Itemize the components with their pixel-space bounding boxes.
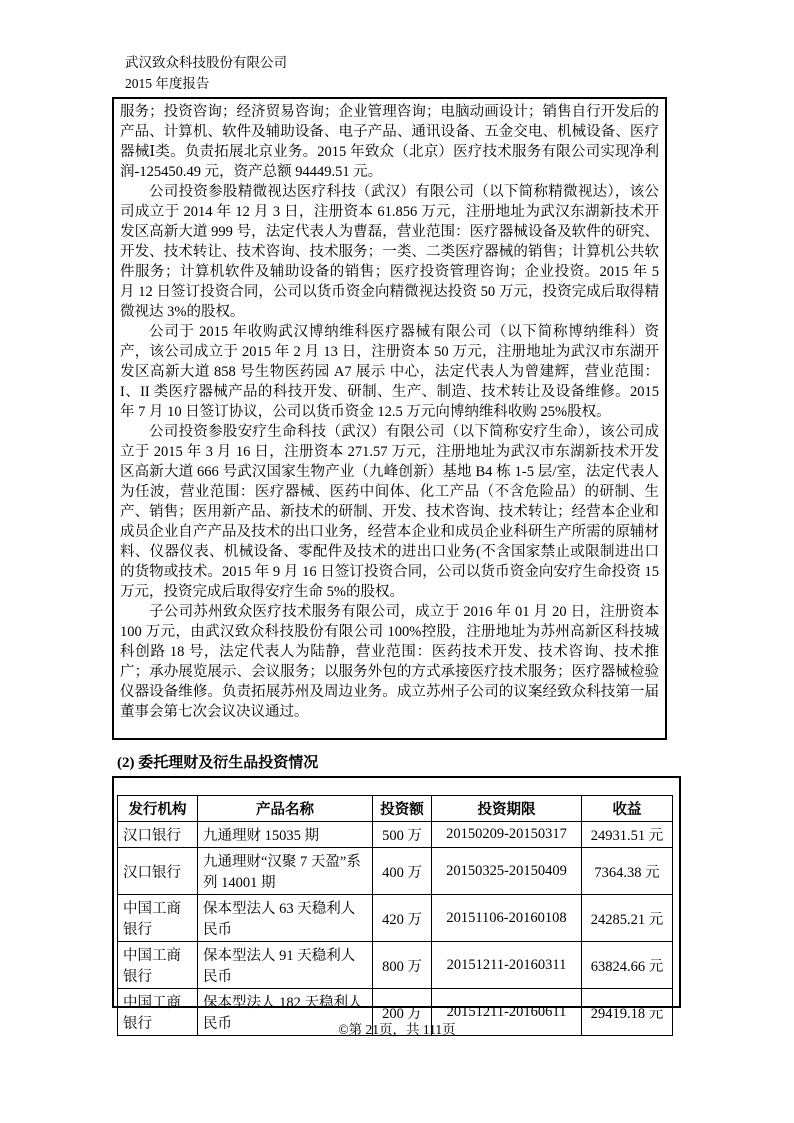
table-cell: 20151211-20160311 — [432, 942, 582, 989]
column-header: 投资期限 — [432, 796, 582, 822]
column-header: 投资额 — [373, 796, 432, 822]
table-cell: 400 万 — [373, 848, 432, 895]
table-cell: 20151106-20160108 — [432, 895, 582, 942]
table-cell: 20150209-20150317 — [432, 822, 582, 848]
column-header: 收益 — [582, 796, 673, 822]
table-header-row — [118, 796, 673, 822]
table-cell: 保本型法人 182 天稳利人民币 — [198, 989, 373, 1036]
table-cell: 保本型法人 63 天稳利人民币 — [198, 895, 373, 942]
table-row — [118, 895, 673, 942]
body-paragraph: 公司投资参股精微视达医疗科技（武汉）有限公司（以下简称精微视达），该公司成立于 2014 年 12 月 3 日，注册资本 61.856 万元，注册地址为武汉东湖新技术开发区高新大道 999 号，法定代表人为曹磊，营业范围：医疗器械设备及软件的研究、开发、技术转让、技术咨询、技术服务；一类、二类医疗器械的销售；计算机公共软件服务；计算机软件及辅助设备的销售；医疗投资管理咨询；企业投资。2015 年 5 月 12 日签订投资合同，公司以货币资金向精微视达投资 50 万元，投资完成后取得精微视达 3%的股权。 — [120, 184, 659, 320]
column-header: 产品名称 — [198, 796, 373, 822]
table-cell: 420 万 — [373, 895, 432, 942]
table-row — [118, 942, 673, 989]
table-cell: 中国工商银行 — [118, 989, 198, 1036]
table-cell: 63824.66 元 — [582, 942, 673, 989]
table-cell: 中国工商银行 — [118, 942, 198, 989]
section-heading: (2) 委托理财及衍生品投资情况 — [117, 755, 319, 771]
table-cell: 800 万 — [373, 942, 432, 989]
table-cell: 保本型法人 91 天稳利人民币 — [198, 942, 373, 989]
document-header — [125, 52, 287, 94]
table-cell: 汉口银行 — [118, 822, 198, 848]
body-paragraph: 服务；投资咨询；经济贸易咨询；企业管理咨询；电脑动画设计；销售自行开发后的产品、计算机、软件及辅助设备、电子产品、通讯设备、五金交电、机械设备、医疗器械Ⅰ类。负责拓展北京业务。2015 年致众（北京）医疗技术服务有限公司实现净利润-125450.49 元，资产总额 94449.51 元。 — [120, 104, 659, 180]
table-row — [118, 848, 673, 895]
table-cell: 九通理财“汉聚 7 天盈”系列 14001 期 — [198, 848, 373, 895]
table-cell: 24931.51 元 — [582, 822, 673, 848]
report-title: 2015 年度报告 — [125, 76, 210, 91]
company-name: 武汉致众科技股份有限公司 — [125, 55, 287, 70]
table-cell: 29419.18 元 — [582, 989, 673, 1036]
table-row — [118, 822, 673, 848]
table-cell: 500 万 — [373, 822, 432, 848]
table-cell: 24285.21 元 — [582, 895, 673, 942]
table-cell: 20150325-20150409 — [432, 848, 582, 895]
column-header: 发行机构 — [118, 796, 198, 822]
body-paragraph: 子公司苏州致众医疗技术服务有限公司，成立于 2016 年 01 月 20 日，注册资本 100 万元，由武汉致众科技股份有限公司 100%控股，注册地址为苏州高新区科技城科创路 18 号，法定代表人为陆静，营业范围：医药技术开发、技术咨询、技术推广；承办展览展示、会议服务；以服务外包的方式承接医疗技术服务；医疗器械检验仪器设备维修。负责拓展苏州及周边业务。成立苏州子公司的议案经致众科技第一届董事会第七次会议决议通过。 — [120, 604, 659, 720]
body-paragraph: 公司于 2015 年收购武汉博纳维科医疗器械有限公司（以下简称博纳维科）资产，该公司成立于 2015 年 2 月 13 日，注册资本 50 万元，注册地址为武汉市东湖开发区高新大道 858 号生物医药园 A7 展示 中心，法定代表人为曾建辉，营业范围：I、II 类医疗器械产品的科技开发、研制、生产、制造、技术转让及设备维修。2015 年 7 月 10 日签订协议，公司以货币资金 12.5 万元向博纳维科收购 25%股权。 — [120, 324, 659, 420]
body-paragraph: 公司投资参股安疗生命科技（武汉）有限公司（以下简称安疗生命），该公司成立于 2015 年 3 月 16 日，注册资本 271.57 万元，注册地址为武汉市东湖新技术开发区高新大道 666 号武汉国家生物产业（九峰创新）基地 B4 栋 1-5 层/室，法定代表人为任波，营业范围：医疗器械、医药中间体、化工产品（不含危险品）的研制、生产、销售；医用新产品、新技术的研制、开发、技术咨询、技术转让；经营本企业和成员企业自产产品及技术的出口业务，经营本企业和成员企业科研生产所需的原辅材料、仪器仪表、机械设备、零配件及技术的进出口业务(不含国家禁止或限制进出口的货物或技术。2015 年 9 月 16 日签订投资合同，公司以货币资金向安疗生命投资 15 万元，投资完成后取得安疗生命 5%的股权。 — [120, 424, 659, 600]
table-cell: 中国工商银行 — [118, 895, 198, 942]
table-cell: 7364.38 元 — [582, 848, 673, 895]
table-cell: 汉口银行 — [118, 848, 198, 895]
table-cell: 200 万 — [373, 989, 432, 1036]
main-text-box — [112, 97, 667, 740]
table-cell: 20151211-20160611 — [432, 989, 582, 1036]
investment-table — [117, 795, 673, 1036]
table-cell: 九通理财 15035 期 — [198, 822, 373, 848]
page-number: ©第 21页，共 111页 — [338, 1022, 456, 1037]
